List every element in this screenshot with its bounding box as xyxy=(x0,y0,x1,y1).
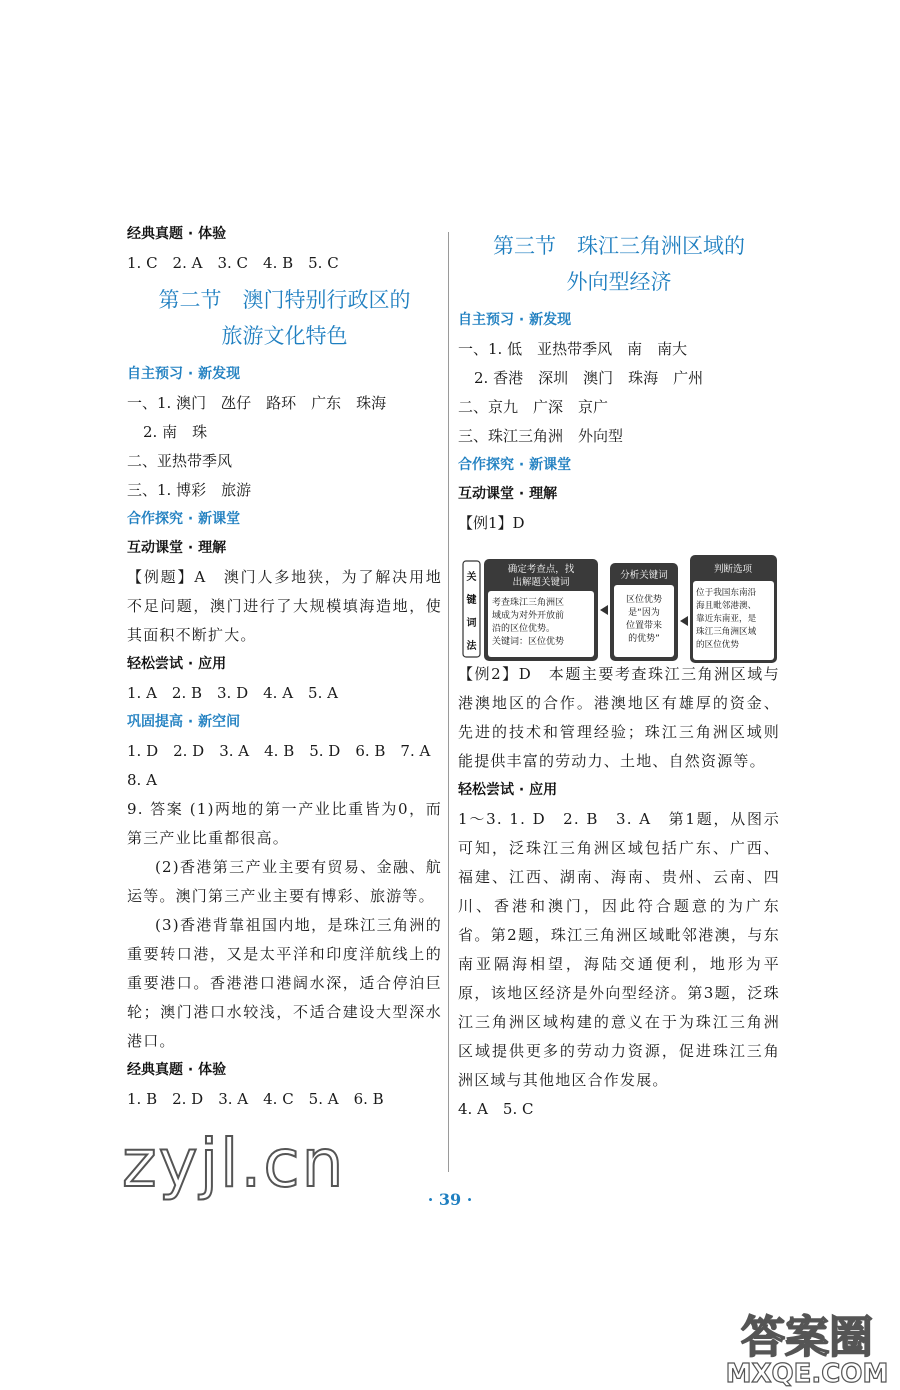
preview-right-item-1: 一、1. 低 亚热带季风 南 南大 xyxy=(458,340,688,358)
example-1: 【例1】D xyxy=(458,514,525,532)
q9-part2: (2)香港第三产业主要有贸易、金融、航运等。澳门第三产业主要有博彩、旅游等。 xyxy=(127,858,442,905)
flow-step1-body-2: 域成为对外开放前 xyxy=(492,611,565,621)
flow-arrow-2 xyxy=(680,616,688,626)
flow-side-char-1: 关 xyxy=(466,572,477,583)
flow-step1-body-4: 关键词：区位优势 xyxy=(492,637,565,647)
preview-right-item-2: 2. 香港 深圳 澳门 珠海 广州 xyxy=(474,369,704,387)
flow-step2-body-4: 的优势” xyxy=(628,634,660,644)
section-title-2-line1: 第二节 澳门特别行政区的 xyxy=(158,288,411,312)
flow-side-char-3: 词 xyxy=(466,618,477,629)
subheading-classic-2: 经典真题 · 体验 xyxy=(127,1062,227,1078)
flow-step3-body-1: 位于我国东南沿 xyxy=(696,588,757,598)
right-column xyxy=(458,220,780,1124)
example-2: 【例2】D 本题主要考查珠江三角洲区域与港澳地区的合作。港澳地区有雄厚的资金、先进的技术和管理经验；珠江三角洲区域则能提供丰富的劳动力、土地、自然资源等。 xyxy=(458,665,780,770)
example-text: 【例题】A 澳门人多地狭，为了解决用地不足问题，澳门进行了大规模填海造地，使其面积不断扩大。 xyxy=(127,568,442,644)
flow-step3-body-5: 的区位优势 xyxy=(696,640,739,650)
flow-step2-body-3: 位置带来 xyxy=(625,621,663,631)
flow-step2-head: 分析关键词 xyxy=(620,570,668,581)
heading-coop: 合作探究 · 新课堂 xyxy=(127,511,241,527)
answers-classic-1: 1. C 2. A 3. C 4. B 5. C xyxy=(127,254,339,272)
flow-step3-head: 判断选项 xyxy=(713,564,753,575)
flow-step3-body-3: 靠近东南亚，是 xyxy=(696,614,757,624)
preview-right-item-3: 二、京九 广深 京广 xyxy=(458,398,609,416)
flow-side-char-2: 键 xyxy=(466,595,477,606)
flow-side-char-4: 法 xyxy=(466,641,477,652)
flow-step3-body-4: 珠江三角洲区域 xyxy=(696,627,757,637)
subheading-interact: 互动课堂 · 理解 xyxy=(127,540,227,556)
section-title-2 xyxy=(127,282,442,354)
q9-part3: (3)香港背靠祖国内地，是珠江三角洲的重要转口港，又是太平洋和印度洋航线上的重要港口。香港港口港阔水深，适合停泊巨轮；澳门港口水较浅，不适合建设大型深水港口。 xyxy=(127,916,442,1050)
watermark-mxqe-small: MXQE.COM xyxy=(725,1359,889,1388)
consolidate-answers-1: 1. D 2. D 3. A 4. B 5. D 6. B 7. A xyxy=(127,742,431,760)
preview-right-item-4: 三、珠江三角洲 外向型 xyxy=(458,427,624,445)
section-title-3-line1: 第三节 珠江三角洲区域的 xyxy=(493,234,745,258)
preview-item-3: 二、亚热带季风 xyxy=(127,452,233,470)
preview-item-2: 2. 南 珠 xyxy=(143,423,208,441)
answers-classic-2: 1. B 2. D 3. A 4. C 5. A 6. B xyxy=(127,1090,384,1108)
flow-step1-head-2: 出解题关键词 xyxy=(512,577,570,588)
preview-item-4: 三、1. 博彩 旅游 xyxy=(127,481,252,499)
flow-arrow-1 xyxy=(600,605,608,615)
watermark-zyjl: zyjl.cn xyxy=(122,1125,346,1202)
subheading-interact-right: 互动课堂 · 理解 xyxy=(458,486,558,502)
section-title-3-line2: 外向型经济 xyxy=(566,270,672,294)
heading-preview: 自主预习 · 新发现 xyxy=(127,366,241,382)
section-title-2-line2: 旅游文化特色 xyxy=(221,324,348,348)
subheading-classic-1: 经典真题 · 体验 xyxy=(127,226,227,242)
column-divider xyxy=(448,232,449,1172)
flow-step1-body-1: 考查珠江三角洲区 xyxy=(492,598,565,608)
flow-step1-body-3: 沿的区位优势。 xyxy=(492,624,556,634)
preview-item-1: 一、1. 澳门 氹仔 路环 广东 珠海 xyxy=(127,394,387,412)
heading-preview-right: 自主预习 · 新发现 xyxy=(458,312,572,328)
subheading-try-right: 轻松尝试 · 应用 xyxy=(458,782,558,798)
keyword-flow-diagram xyxy=(462,555,778,663)
flow-step2-body-1: 区位优势 xyxy=(625,595,663,605)
watermark-mxqe-big: 答案圈 xyxy=(741,1312,873,1363)
last-answers: 4. A 5. C xyxy=(458,1100,534,1118)
try-answers: 1. A 2. B 3. D 4. A 5. A xyxy=(127,684,338,702)
watermark-mxqe xyxy=(718,1300,896,1388)
consolidate-answers-2: 8. A xyxy=(127,771,157,789)
left-column xyxy=(127,220,442,1114)
q9-part1: 9. 答案 (1)两地的第一产业比重皆为0，而第三产业比重都很高。 xyxy=(127,800,442,847)
try-block-right: 1～3. 1. D 2. B 3. A 第1题，从图示可知，泛珠江三角洲区域包括广东、广西、福建、江西、湖南、海南、贵州、云南、四川、香港和澳门，因此符合题意的为广东省。第2题，珠江三角洲区域毗邻港澳，与东南亚隔海相望，海陆交通便利，地形为平原，该地区经济是外向型经济。第3题，泛珠江三角洲区域构建的意义在于为珠江三角洲区域提供更多的劳动力资源，促进珠江三角洲区域与其他地区合作发展。 xyxy=(458,810,780,1089)
heading-consolidate: 巩固提高 · 新空间 xyxy=(127,714,241,730)
flow-step2-body-2: 是“因为 xyxy=(628,608,660,618)
flow-step3-body-2: 海且毗邻港澳、 xyxy=(696,601,757,611)
flow-step1-head-1: 确定考查点，找 xyxy=(507,564,575,575)
subheading-try: 轻松尝试 · 应用 xyxy=(127,656,227,672)
heading-coop-right: 合作探究 · 新课堂 xyxy=(458,457,572,473)
section-title-3 xyxy=(458,228,780,300)
page-number: · 39 · xyxy=(427,1190,473,1209)
